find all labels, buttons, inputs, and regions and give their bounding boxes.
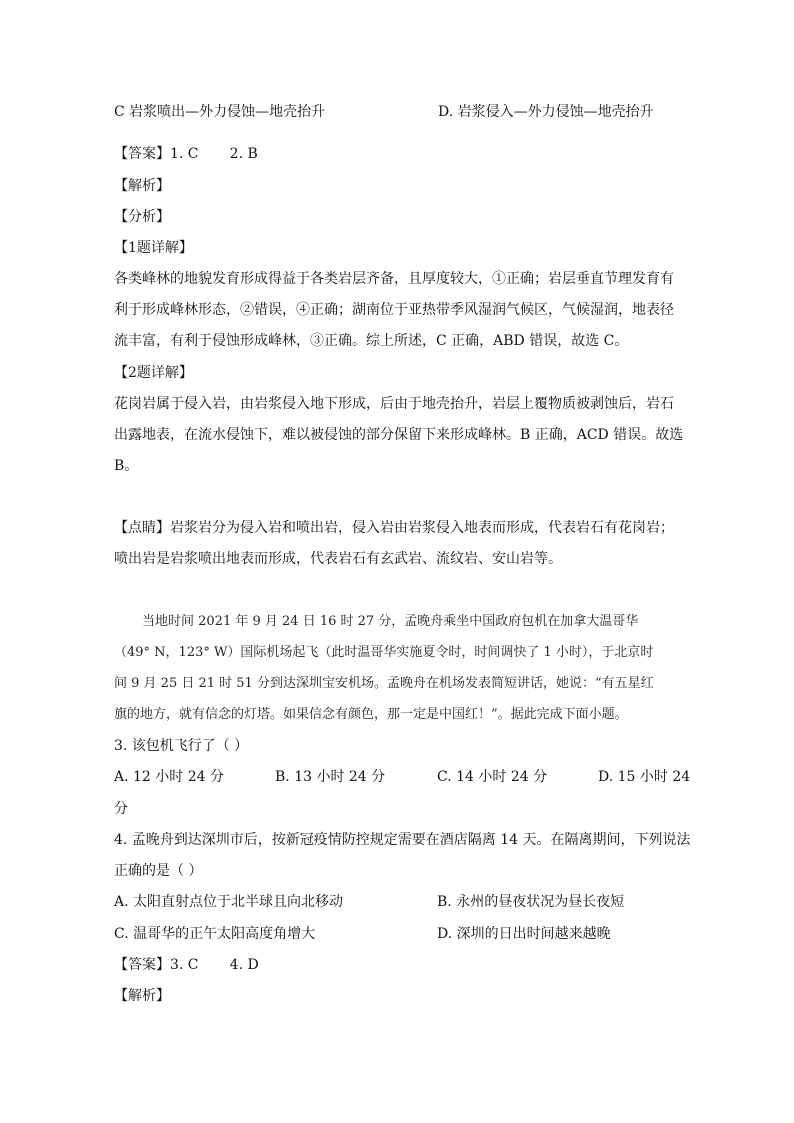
q3-option-d-continued: 分	[114, 801, 128, 817]
question-4-stem-cont: 正确的是（ ）	[114, 863, 203, 879]
q2-detail-line: B。	[114, 458, 139, 474]
answer-block-1	[114, 144, 258, 164]
q2-detail-heading: 【2题详解】	[114, 365, 193, 381]
q2-detail-line: 出露地表，在流水侵蚀下，难以被侵蚀的部分保留下来形成峰林。B 正确，ACD 错误。故选	[114, 427, 684, 443]
dianjing-line	[114, 518, 674, 538]
q1-detail-line: 各类峰林的地貌发育形成得益于各类岩层齐备，且厚度较大，①正确；岩层垂直节理发育有	[114, 271, 674, 287]
q4-option-d: D. 深圳的日出时间越来越晚	[437, 926, 611, 942]
answer-label: 【答案】	[114, 957, 170, 973]
q4-option-c: C. 温哥华的正午太阳高度角增大	[114, 926, 316, 942]
answer-block-2	[114, 955, 259, 975]
question-4-stem: 4. 孟晚舟到达深圳市后，按新冠疫情防控规定需要在酒店隔离 14 天。在隔离期间，下列说法	[114, 832, 691, 848]
q3-option-a: A. 12 小时 24 分	[114, 769, 224, 785]
passage-line: 间 9 月 25 日 21 时 51 分到达深圳宝安机场。孟晚舟在机场发表简短讲话，她说：“有五星红	[114, 676, 654, 691]
option-c-prev: C 岩浆喷出—外力侵蚀—地壳抬升	[114, 104, 326, 120]
q3-option-b: B. 13 小时 24 分	[275, 769, 386, 785]
passage-line: 旗的地方，就有信念的灯塔。如果信念有颜色，那一定是中国红！”。据此完成下面小题。	[114, 707, 628, 722]
q4-option-a: A. 太阳直射点位于北半球且向北移动	[114, 894, 344, 910]
q1-detail-heading: 【1题详解】	[114, 240, 193, 256]
option-d-prev: D. 岩浆侵入—外力侵蚀—地壳抬升	[438, 104, 654, 120]
q3-option-d: D. 15 小时 24	[598, 769, 691, 785]
dianjing-label: 【点睛】	[114, 520, 170, 536]
answer-label: 【答案】	[114, 146, 170, 162]
dianjing-line: 喷出岩是岩浆喷出地表而形成，代表岩石有玄武岩、流纹岩、安山岩等。	[114, 551, 562, 567]
dianjing-text: 岩浆岩分为侵入岩和喷出岩，侵入岩由岩浆侵入地表而形成，代表岩石有花岗岩；	[170, 520, 674, 536]
passage-line: 当地时间 2021 年 9 月 24 日 16 时 27 分，孟晚舟乘坐中国政府包机在加拿大温哥华	[142, 614, 639, 629]
q4-option-b: B. 永州的昼夜状况为昼长夜短	[437, 894, 625, 910]
passage-line: （49° N，123° W）国际机场起飞（此时温哥华实施夏令时，时间调快了 1 小时），于北京时	[114, 645, 654, 660]
q1-detail-line: 利于形成峰林形态，②错误，④正确；湖南位于亚热带季风湿润气候区，气候湿润，地表径	[114, 302, 674, 318]
q1-detail-line: 流丰富，有利于侵蚀形成峰林，③正确。综上所述，C 正确，ABD 错误，故选 C。	[114, 333, 629, 349]
q2-detail-line: 花岗岩属于侵入岩，由岩浆侵入地下形成，后由于地壳抬升，岩层上覆物质被剥蚀后，岩石	[114, 396, 674, 412]
jiexi-label-2: 【解析】	[114, 988, 170, 1004]
question-3-stem: 3. 该包机飞行了（ ）	[114, 738, 249, 754]
fenxi-label: 【分析】	[114, 209, 170, 225]
jiexi-label-1: 【解析】	[114, 178, 170, 194]
answer-text: 3. C 4. D	[170, 957, 259, 973]
answer-text: 1. C 2. B	[170, 146, 258, 162]
q3-option-c: C. 14 小时 24 分	[437, 769, 548, 785]
